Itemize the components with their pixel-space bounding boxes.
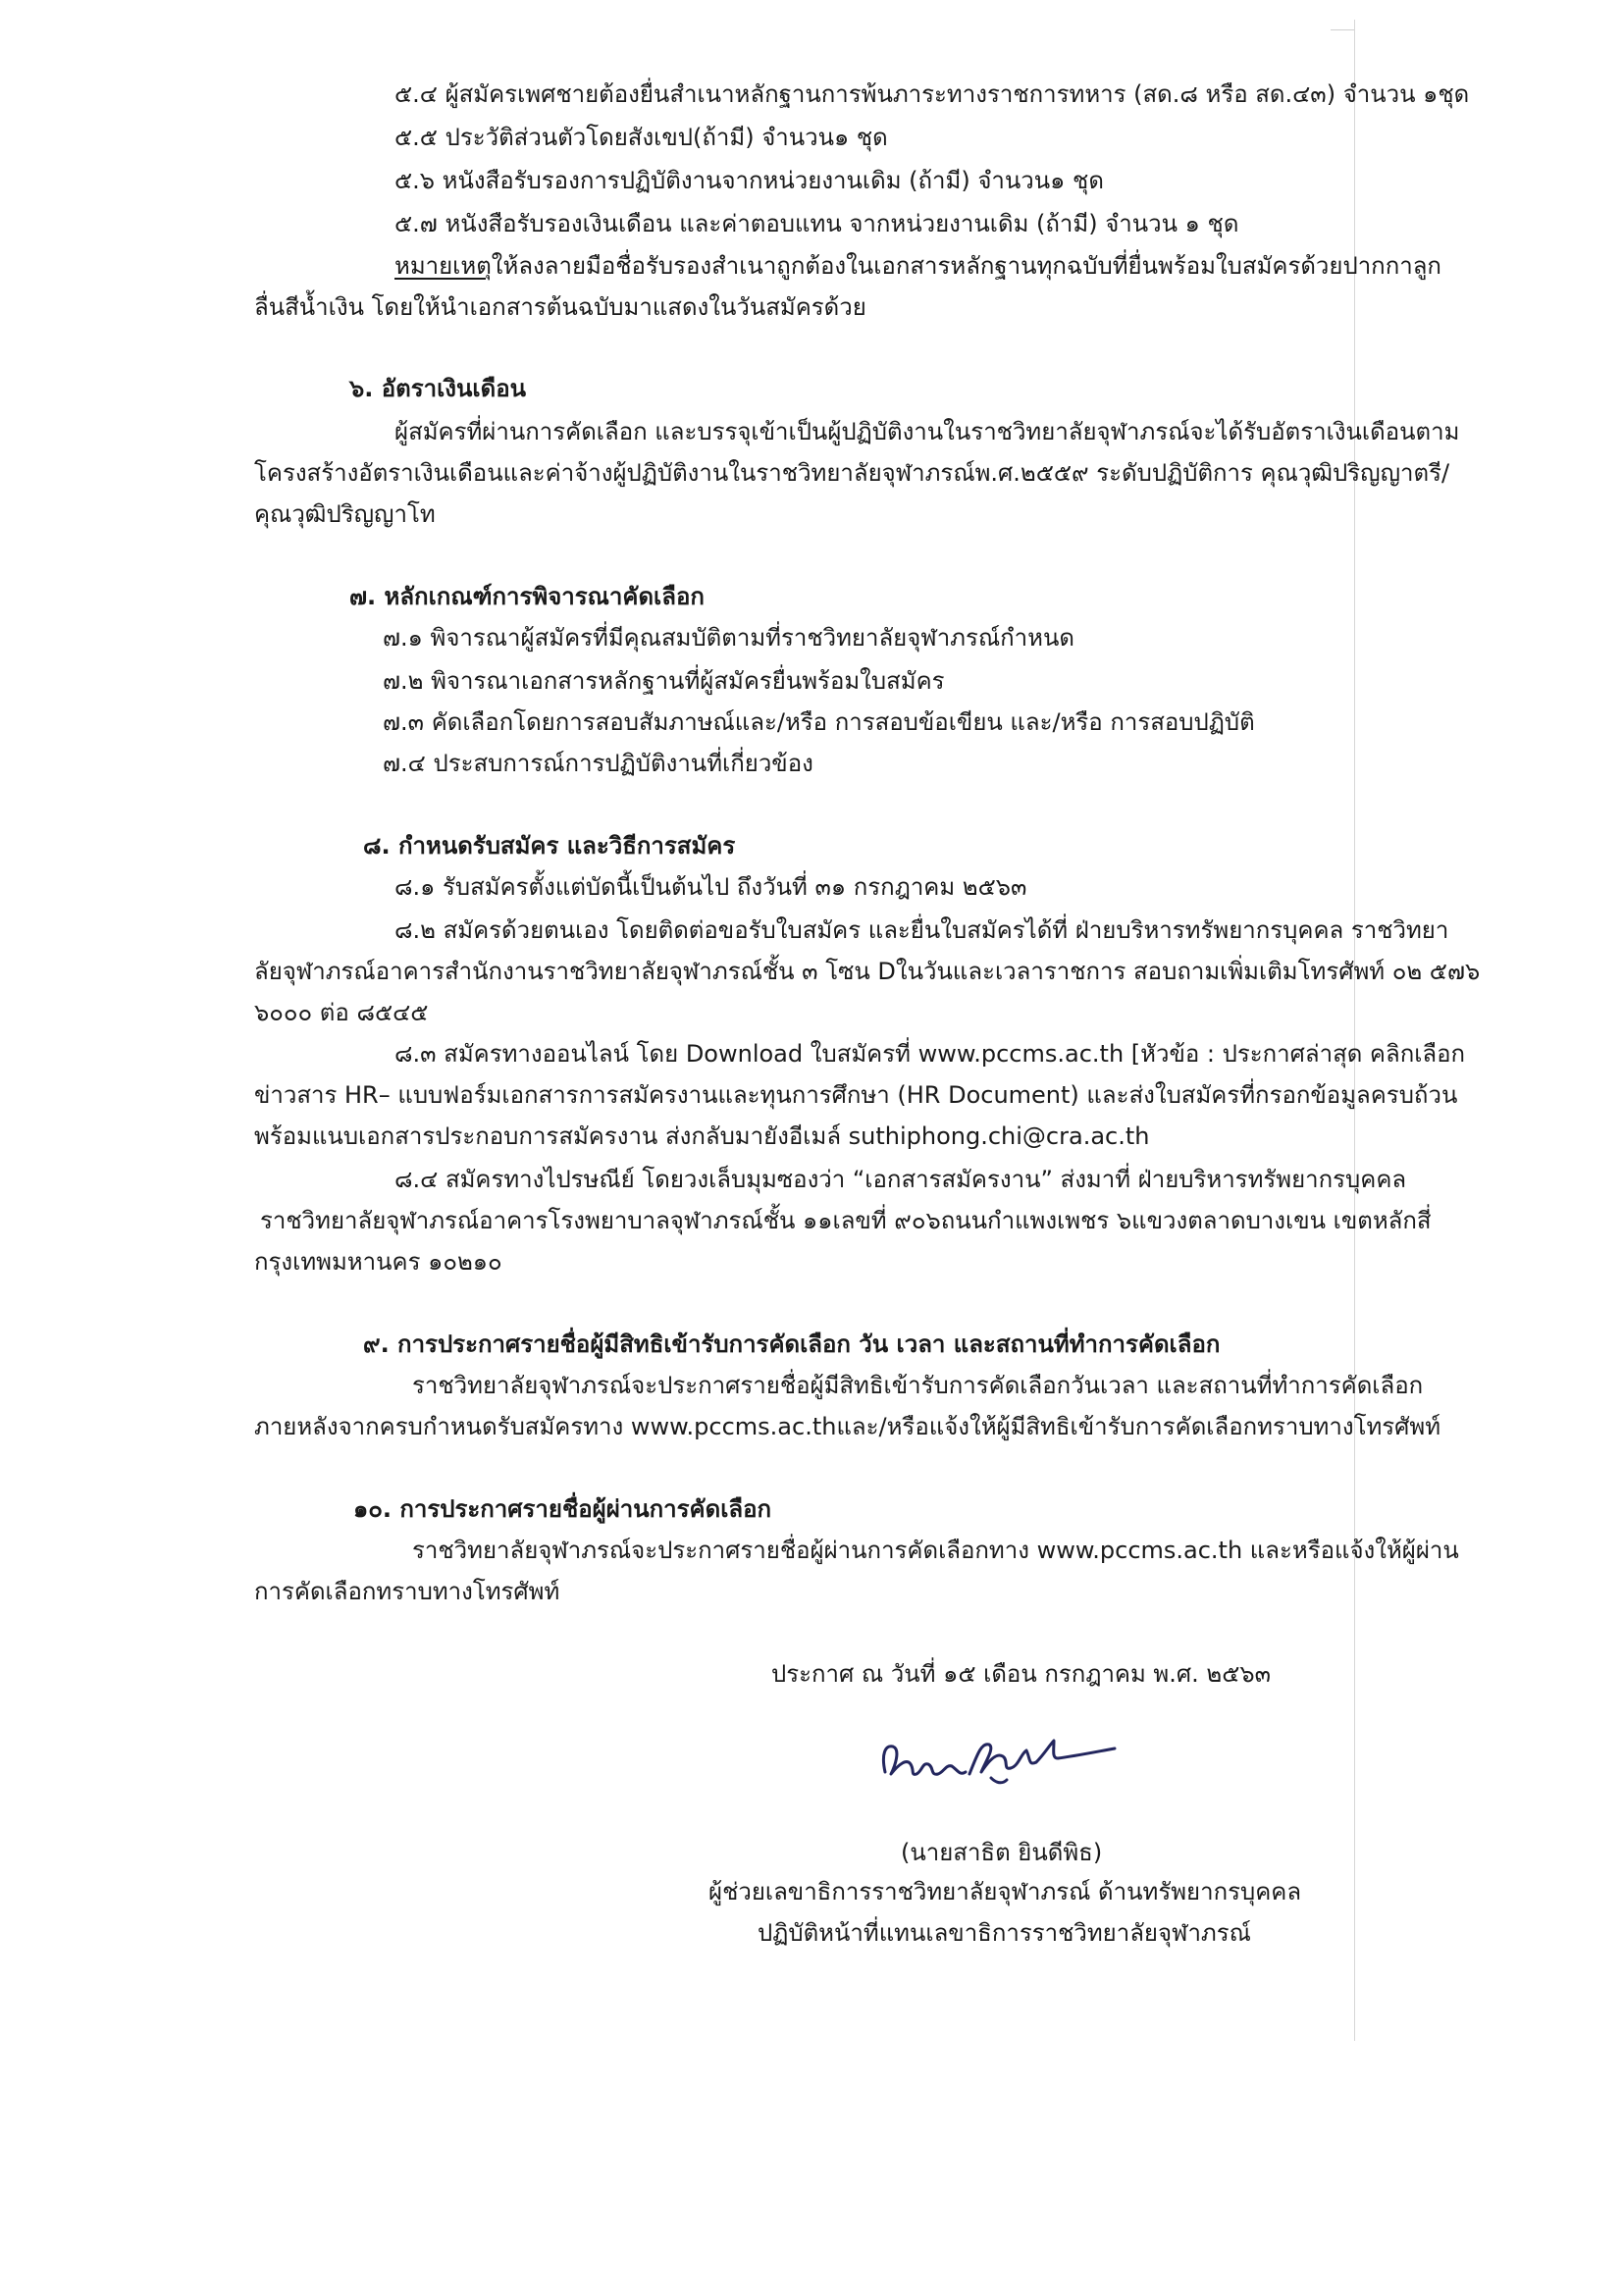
item-7-3: ๗.๓ คัดเลือกโดยการสอบสัมภาษณ์และ/หรือ การสอบข้อเขียน และ/หรือ การสอบปฏิบัติ [383,708,1255,736]
item-5-5: ๕.๕ ประวัติส่วนตัวโดยสังเขป(ถ้ามี) จำนวน๑ ชุด [394,124,888,151]
item-8-4-line-2: ราชวิทยาลัยจุฬาภรณ์อาคารโรงพยาบาลจุฬาภรณ์ชั้น ๑๑เลขที่ ๙๐๖ถนนกำแพงเพชร ๖แขวงตลาดบางเขน เขตหลักสี่ [260,1207,1432,1234]
item-5-4: ๕.๔ ผู้สมัครเพศชายต้องยื่นสำเนาหลักฐานการพ้นภาระทางราชการทหาร (สด.๘ หรือ สด.๔๓) จำนวน ๑ชุด [394,80,1470,108]
item-7-4: ๗.๔ ประสบการณ์การปฏิบัติงานที่เกี่ยวข้อง [383,750,813,777]
note-line-2: ลื่นสีน้ำเงิน โดยให้นำเอกสารต้นฉบับมาแสดงในวันสมัครด้วย [254,293,866,321]
signer-title-1: ผู้ช่วยเลขาธิการราชวิทยาลัยจุฬาภรณ์ ด้านทรัพยากรบุคคล [708,1878,1302,1905]
item-5-6: ๕.๖ หนังสือรับรองการปฏิบัติงานจากหน่วยงานเดิม (ถ้ามี) จำนวน๑ ชุด [394,167,1104,194]
item-8-3-line-1: ๘.๓ สมัครทางออนไลน์ โดย Download ใบสมัครที่ www.pccms.ac.th [หัวข้อ : ประกาศล่าสุด คลิกเลือก [394,1040,1466,1068]
item-8-4-line-3: กรุงเทพมหานคร ๑๐๒๑๐ [254,1248,502,1276]
note-label: หมายเหตุ [394,252,492,280]
item-5-7: ๕.๗ หนังสือรับรองเงินเดือน และค่าตอบแทน จากหน่วยงานเดิม (ถ้ามี) จำนวน ๑ ชุด [394,210,1239,237]
note-text: ให้ลงลายมือชื่อรับรองสำเนาถูกต้องในเอกสารหลักฐานทุกฉบับที่ยื่นพร้อมใบสมัครด้วยปากกาลูก [491,252,1441,280]
section-9-line-2: ภายหลังจากครบกำหนดรับสมัครทาง www.pccms.ac.thและ/หรือแจ้งให้ผู้มีสิทธิเข้ารับการคัดเลือกทราบทางโทรศัพท์ [254,1413,1441,1440]
section-6-line-3: คุณวุฒิปริญญาโท [254,500,436,528]
section-7-heading: ๗. หลักเกณฑ์การพิจารณาคัดเลือก [349,583,705,610]
section-10-line-2: การคัดเลือกทราบทางโทรศัพท์ [254,1578,560,1605]
item-8-2-line-2: ลัยจุฬาภรณ์อาคารสำนักงานราชวิทยาลัยจุฬาภรณ์ชั้น ๓ โซน Dในวันและเวลาราชการ สอบถามเพิ่มเติมโทรศัพท์ ๐๒ ๕๗๖ [254,958,1481,985]
scan-corner-mark [1331,29,1354,30]
section-9-heading: ๙. การประกาศรายชื่อผู้มีสิทธิเข้ารับการคัดเลือก วัน เวลา และสถานที่ทำการคัดเลือก [363,1331,1221,1358]
item-8-2-line-1: ๘.๒ สมัครด้วยตนเอง โดยติดต่อขอรับใบสมัคร และยื่นใบสมัครได้ที่ ฝ่ายบริหารทรัพยากรบุคคล ราชวิทยา [394,916,1449,944]
item-8-1: ๘.๑ รับสมัครตั้งแต่บัดนี้เป็นต้นไป ถึงวันที่ ๓๑ กรกฎาคม ๒๕๖๓ [394,873,1027,901]
section-6-line-2: โครงสร้างอัตราเงินเดือนและค่าจ้างผู้ปฏิบัติงานในราชวิทยาลัยจุฬาภรณ์พ.ศ.๒๕๕๙ ระดับปฏิบัติการ คุณวุฒิปริญญาตรี/ [254,459,1450,487]
section-6-heading: ๖. อัตราเงินเดือน [349,375,527,402]
item-7-2: ๗.๒ พิจารณาเอกสารหลักฐานที่ผู้สมัครยื่นพร้อมใบสมัคร [383,667,945,695]
note-line-1 [394,250,1441,282]
section-8-heading: ๘. กำหนดรับสมัคร และวิธีการสมัคร [363,832,736,860]
signer-name: (นายสาธิต ยินดีพิธ) [901,1839,1103,1866]
item-8-3-line-2: ข่าวสาร HR– แบบฟอร์มเอกสารการสมัครงานและทุนการศึกษา (HR Document) และส่งใบสมัครที่กรอกข้อมูลครบถ้วน [254,1081,1458,1109]
item-7-1: ๗.๑ พิจารณาผู้สมัครที่มีคุณสมบัติตามที่ราชวิทยาลัยจุฬาภรณ์กำหนด [383,624,1074,652]
section-10-heading: ๑๐. การประกาศรายชื่อผู้ผ่านการคัดเลือก [353,1495,772,1523]
item-8-3-line-3: พร้อมแนบเอกสารประกอบการสมัครงาน ส่งกลับมายังอีเมล์ suthiphong.chi@cra.ac.th [254,1122,1150,1150]
section-9-line-1: ราชวิทยาลัยจุฬาภรณ์จะประกาศรายชื่อผู้มีสิทธิเข้ารับการคัดเลือกวันเวลา และสถานที่ทำการคัดเลือก [412,1372,1424,1399]
scan-edge-line [1354,20,1355,2041]
section-6-line-1: ผู้สมัครที่ผ่านการคัดเลือก และบรรจุเข้าเป็นผู้ปฏิบัติงานในราชวิทยาลัยจุฬาภรณ์จะได้รับอัตราเงินเดือนตาม [394,418,1460,445]
item-8-2-line-3: ๖๐๐๐ ต่อ ๘๕๔๕ [254,999,429,1026]
signer-title-2: ปฏิบัติหน้าที่แทนเลขาธิการราชวิทยาลัยจุฬาภรณ์ [758,1919,1251,1947]
item-8-4-line-1: ๘.๔ สมัครทางไปรษณีย์ โดยวงเล็บมุมซองว่า “เอกสารสมัครงาน” ส่งมาที่ ฝ่ายบริหารทรัพยากรบุคคล [394,1166,1407,1193]
announcement-date: ประกาศ ณ วันที่ ๑๕ เดือน กรกฎาคม พ.ศ. ๒๕๖๓ [771,1660,1271,1688]
section-10-line-1: ราชวิทยาลัยจุฬาภรณ์จะประกาศรายชื่อผู้ผ่านการคัดเลือกทาง www.pccms.ac.th และหรือแจ้งให้ผู้ผ่าน [412,1537,1459,1564]
signature-image [871,1715,1126,1803]
